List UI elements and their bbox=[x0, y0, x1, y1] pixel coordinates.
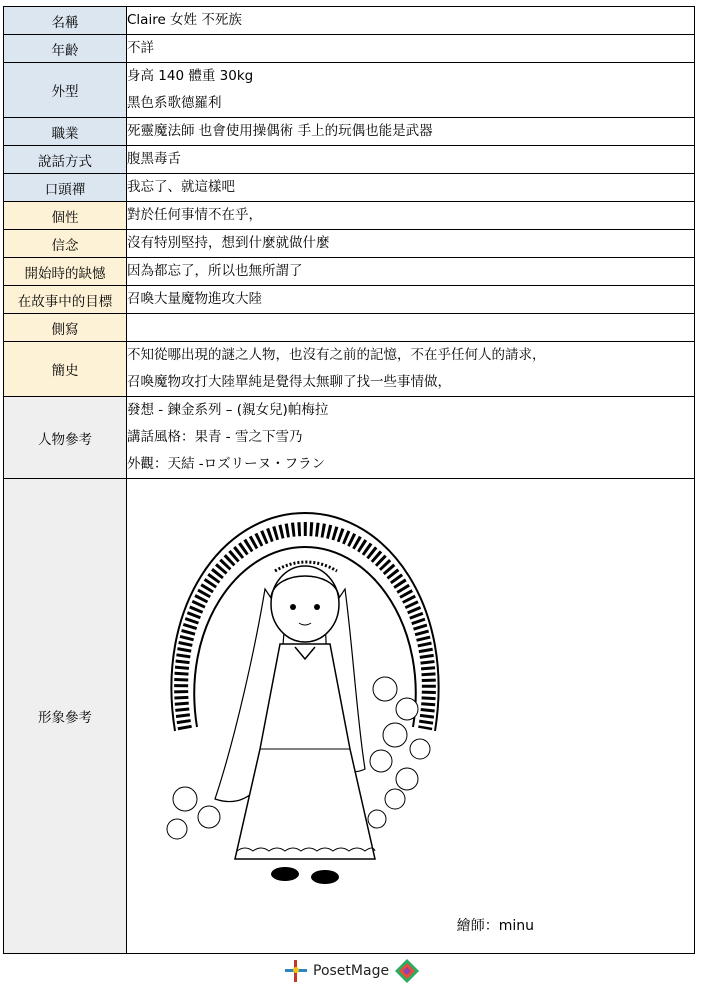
diamond-logo-icon bbox=[393, 957, 421, 985]
label-speech: 說話方式 bbox=[4, 146, 127, 174]
value-job: 死靈魔法師 也會使用操偶術 手上的玩偶也能是武器 bbox=[127, 118, 695, 146]
row-age bbox=[4, 35, 695, 63]
value-bio: 不知從哪出現的謎之人物，也沒有之前的記憶，不在乎任何人的請求， 召喚魔物攻打大陸單純是覺得太無聊了找一些事情做， bbox=[127, 342, 695, 397]
row-name bbox=[4, 7, 695, 35]
value-reference: 發想 - 鍊金系列 – (親女兒)帕梅拉 講話風格：果青 - 雪之下雪乃 外觀：天結 -ロズリーヌ・フラン bbox=[127, 397, 695, 479]
label-image: 形象參考 bbox=[4, 479, 127, 954]
label-profile: 側寫 bbox=[4, 314, 127, 342]
row-flaw bbox=[4, 258, 695, 286]
footer bbox=[0, 956, 701, 986]
value-flaw: 因為都忘了，所以也無所謂了 bbox=[127, 258, 695, 286]
row-reference bbox=[4, 397, 695, 479]
value-speech: 腹黑毒舌 bbox=[127, 146, 695, 174]
row-profile bbox=[4, 314, 695, 342]
value-name: Claire 女姓 不死族 bbox=[127, 7, 695, 35]
value-catchphrase: 我忘了、就這樣吧 bbox=[127, 174, 695, 202]
label-bio: 簡史 bbox=[4, 342, 127, 397]
row-speech bbox=[4, 146, 695, 174]
brand-name: PosetMage bbox=[313, 963, 390, 979]
label-name: 名稱 bbox=[4, 7, 127, 35]
label-appearance: 外型 bbox=[4, 63, 127, 118]
value-goal: 召喚大量魔物進攻大陸 bbox=[127, 286, 695, 314]
label-age: 年齡 bbox=[4, 35, 127, 63]
value-personality: 對於任何事情不在乎， bbox=[127, 202, 695, 230]
label-belief: 信念 bbox=[4, 230, 127, 258]
row-goal bbox=[4, 286, 695, 314]
value-profile bbox=[127, 314, 695, 342]
row-catchphrase bbox=[4, 174, 695, 202]
brand-mark-icon bbox=[283, 958, 309, 984]
illustrator-credit: 繪師：minu bbox=[456, 918, 534, 934]
brand-logo bbox=[283, 956, 421, 986]
row-job bbox=[4, 118, 695, 146]
value-belief: 沒有特別堅持，想到什麼就做什麼 bbox=[127, 230, 695, 258]
row-belief bbox=[4, 230, 695, 258]
label-personality: 個性 bbox=[4, 202, 127, 230]
label-flaw: 開始時的缺憾 bbox=[4, 258, 127, 286]
label-job: 職業 bbox=[4, 118, 127, 146]
row-bio bbox=[4, 342, 695, 397]
row-appearance bbox=[4, 63, 695, 118]
image-cell bbox=[127, 479, 695, 954]
row-personality bbox=[4, 202, 695, 230]
value-age: 不詳 bbox=[127, 35, 695, 63]
row-image bbox=[4, 479, 695, 954]
value-appearance: 身高 140 體重 30kg 黑色系歌德羅利 bbox=[127, 63, 695, 118]
label-reference: 人物參考 bbox=[4, 397, 127, 479]
label-goal: 在故事中的目標 bbox=[4, 286, 127, 314]
character-illustration bbox=[145, 499, 445, 899]
label-catchphrase: 口頭禪 bbox=[4, 174, 127, 202]
character-sheet bbox=[3, 6, 695, 954]
